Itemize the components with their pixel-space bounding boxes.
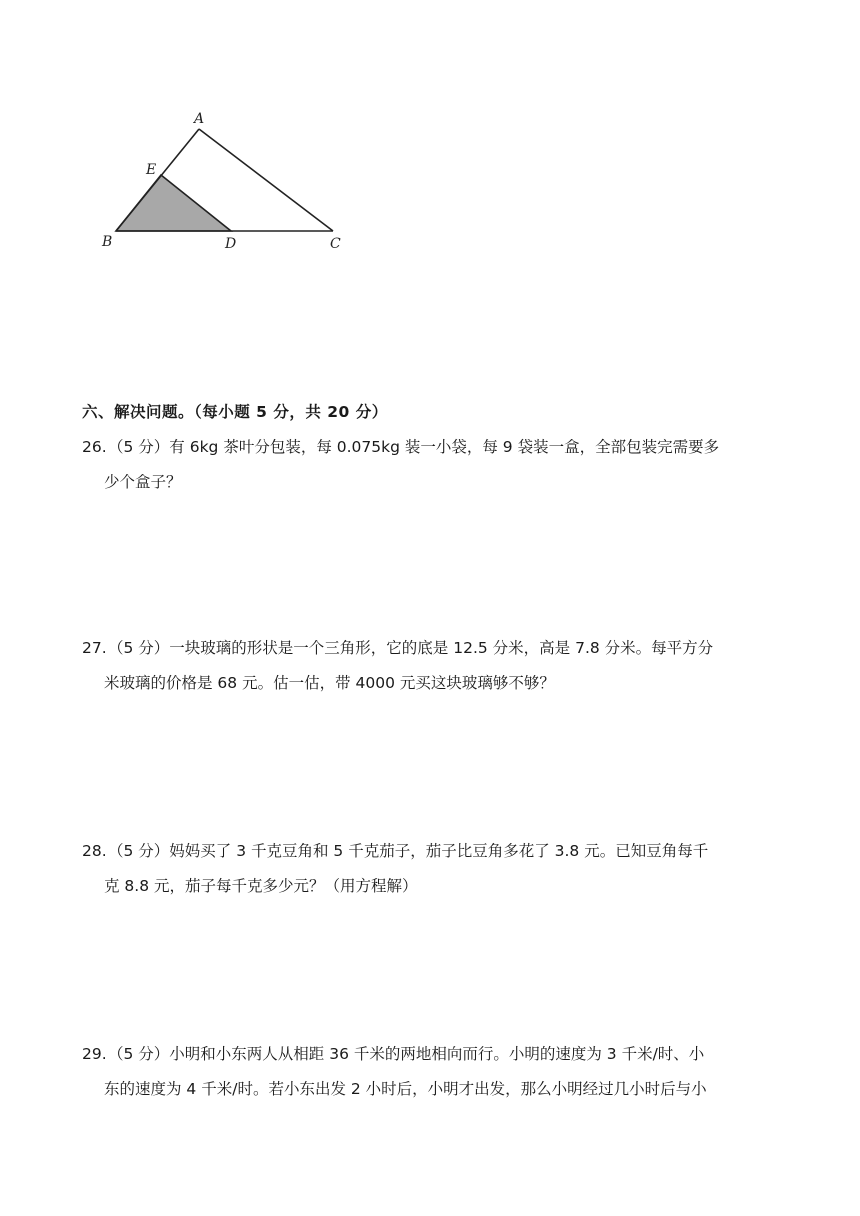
section-title: 六、解决问题。（每小题 5 分，共 20 分） (82, 403, 388, 421)
side-ac (199, 129, 333, 231)
question-line (82, 1037, 782, 1072)
question-number: 28. (82, 842, 107, 860)
question-26 (82, 430, 782, 500)
label-e: E (146, 162, 157, 178)
question-text-continued: 克 8.8 元，茄子每千克多少元？（用方程解） (104, 877, 418, 895)
question-27 (82, 631, 782, 701)
question-29 (82, 1037, 782, 1107)
question-text: （5 分）小明和小东两人从相距 36 千米的两地相向而行。小明的速度为 3 千米/时、小 (108, 1045, 705, 1063)
label-b: B (102, 234, 113, 250)
question-text-continued: 少个盒子？ (104, 473, 182, 491)
question-number: 29. (82, 1045, 107, 1063)
question-number: 27. (82, 639, 107, 657)
shaded-triangle-bde (116, 175, 231, 231)
question-text-continued: 东的速度为 4 千米/时。若小东出发 2 小时后，小明才出发，那么小明经过几小时后与小 (104, 1080, 707, 1098)
question-text-continued: 米玻璃的价格是 68 元。估一估，带 4000 元买这块玻璃够不够？ (104, 674, 555, 692)
question-text: （5 分）一块玻璃的形状是一个三角形，它的底是 12.5 分米，高是 7.8 分米。每平方分 (108, 639, 714, 657)
triangle-diagram (96, 105, 356, 255)
question-28 (82, 834, 782, 904)
question-line (82, 834, 782, 869)
label-c: C (330, 236, 341, 252)
label-d: D (225, 236, 237, 252)
triangle-figure (96, 105, 356, 255)
label-a: A (194, 111, 205, 127)
question-line (82, 430, 782, 465)
question-text: （5 分）妈妈买了 3 千克豆角和 5 千克茄子，茄子比豆角多花了 3.8 元。已知豆角每千 (108, 842, 709, 860)
question-text: （5 分）有 6kg 茶叶分包装，每 0.075kg 装一小袋，每 9 袋装一盒，全部包装完需要多 (108, 438, 720, 456)
question-line (82, 631, 782, 666)
question-number: 26. (82, 438, 107, 456)
